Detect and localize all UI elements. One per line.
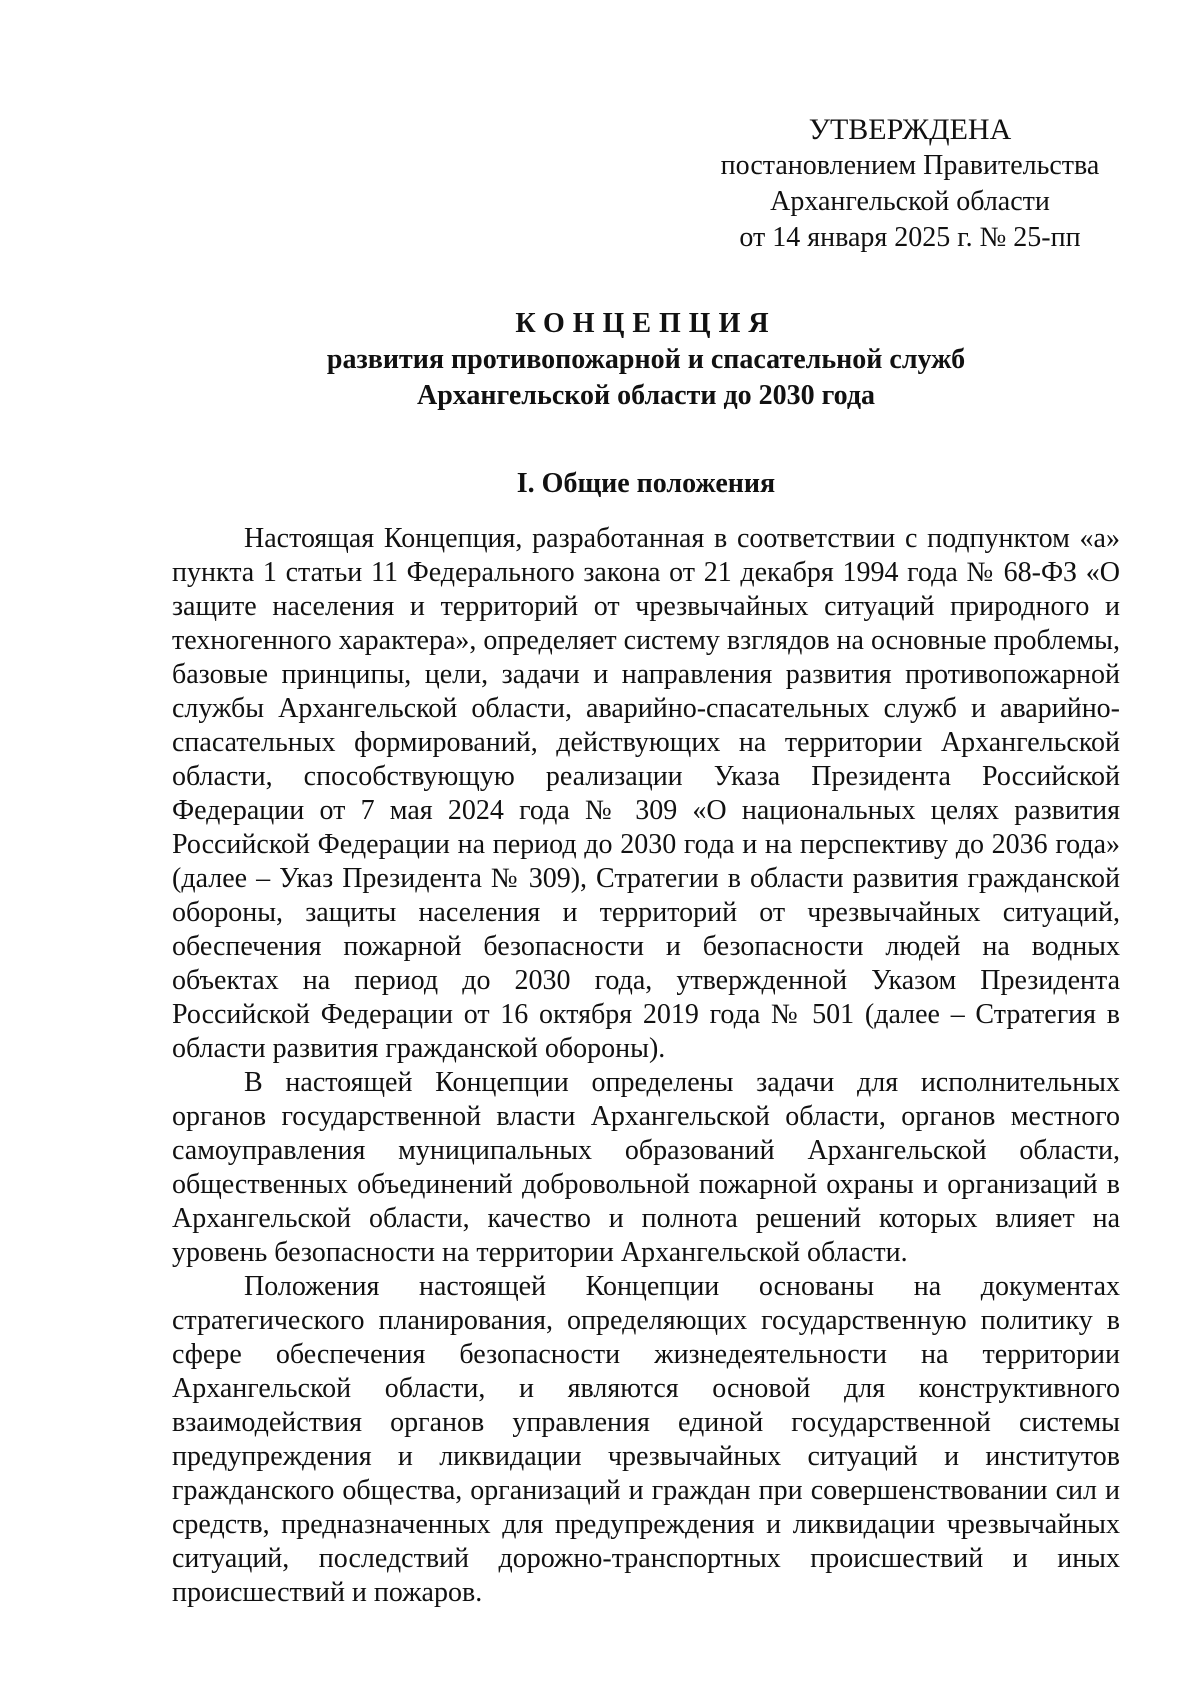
paragraph: Настоящая Концепция, разработанная в соответствии с подпунктом «а» пункта 1 статьи 11 Федерального закона от 21 декабря 1994 года № 68-ФЗ «О защите населения и территорий от чрезвычайных ситуаций природного и техногенного характера», определяет систему взглядов на основные проблемы, базовые принципы, цели, задачи и направления развития противопожарной службы Архангельской области, аварийно-спасательных служб и аварийно-спасательных формирований, действующих на территории Архангельской области, способствующую реализации Указа Президента Российской Федерации от 7 мая 2024 года № 309 «О национальных целях развития Российской Федерации на период до 2030 года и на перспективу до 2036 года» (далее – Указ Президента № 309), Стратегии в области развития гражданской обороны, защиты населения и территорий от чрезвычайных ситуаций, обеспечения пожарной безопасности и безопасности людей на водных объектах на период до 2030 года, утвержденной Указом Президента Российской Федерации от 16 октября 2019 года № 501 (далее – Стратегия в области развития гражданской обороны). <box>172 523 1120 1064</box>
section-heading: I. Общие положения <box>516 468 776 499</box>
approval-line-1: постановлением Правительства <box>720 150 1100 181</box>
approval-stamp-block <box>700 112 1120 256</box>
approval-line-2: Архангельской области <box>770 186 1050 217</box>
body-text <box>172 522 1120 1610</box>
title-line-2: Архангельской области до 2030 года <box>416 380 876 411</box>
approval-status: УТВЕРЖДЕНА <box>808 113 1012 146</box>
approval-line-3: от 14 января 2025 г. № 25-пп <box>739 222 1081 253</box>
document-title <box>172 306 1120 414</box>
title-line-1: развития противопожарной и спасательной служб <box>326 344 966 375</box>
paragraph: Положения настоящей Концепции основаны на документах стратегического планирования, определяющих государственную политику в сфере обеспечения безопасности жизнедеятельности на территории Архангельской области, и являются основой для конструктивного взаимодействия органов управления единой государственной системы предупреждения и ликвидации чрезвычайных ситуаций и институтов гражданского общества, организаций и граждан при совершенствовании сил и средств, предназначенных для предупреждения и ликвидации чрезвычайных ситуаций, последствий дорожно-транспортных происшествий и иных происшествий и пожаров. <box>172 1271 1120 1608</box>
paragraph: В настоящей Концепции определены задачи для исполнительных органов государственной власти Архангельской области, органов местного самоуправления муниципальных образований Архангельской области, общественных объединений добровольной пожарной охраны и организаций в Архангельской области, качество и полнота решений которых влияет на уровень безопасности на территории Архангельской области. <box>172 1067 1120 1268</box>
document-type: КОНЦЕПЦИЯ <box>515 308 777 339</box>
